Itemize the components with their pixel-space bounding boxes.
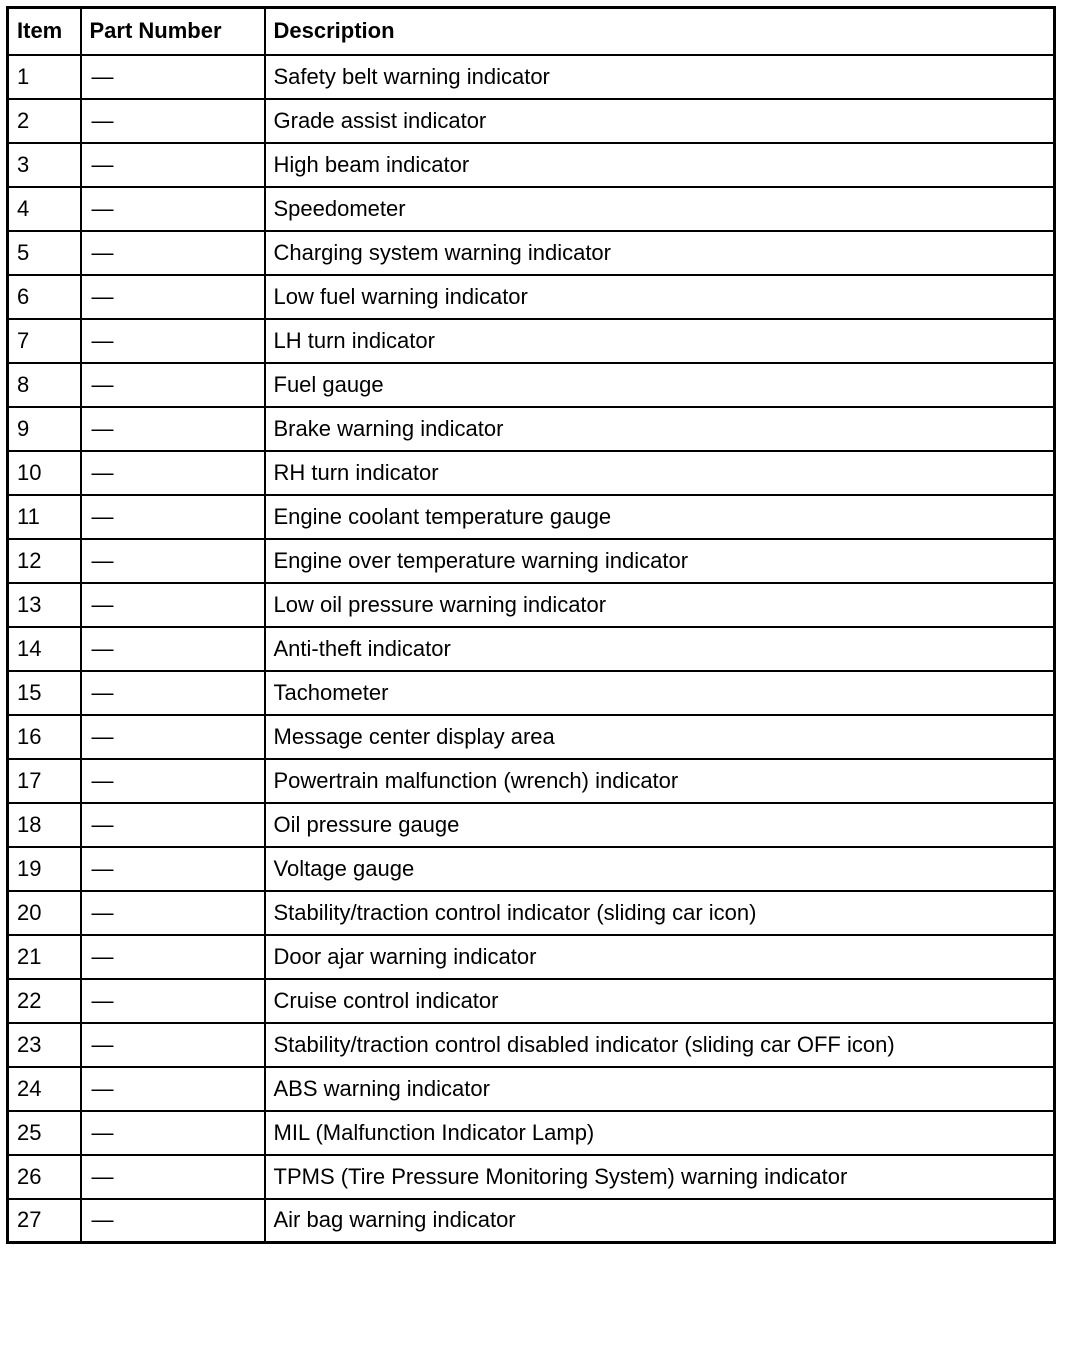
cell-description: Door ajar warning indicator xyxy=(265,935,1055,979)
cell-description: RH turn indicator xyxy=(265,451,1055,495)
cell-item: 12 xyxy=(8,539,81,583)
table-row xyxy=(8,979,1055,1023)
table-row xyxy=(8,847,1055,891)
cell-item: 7 xyxy=(8,319,81,363)
cell-part-number: — xyxy=(81,231,265,275)
cell-item: 19 xyxy=(8,847,81,891)
cell-part-number: — xyxy=(81,759,265,803)
cell-item: 4 xyxy=(8,187,81,231)
cell-description: Engine coolant temperature gauge xyxy=(265,495,1055,539)
cell-item: 23 xyxy=(8,1023,81,1067)
table-row xyxy=(8,319,1055,363)
table-row xyxy=(8,891,1055,935)
cell-part-number: — xyxy=(81,143,265,187)
cell-item: 24 xyxy=(8,1067,81,1111)
table-row xyxy=(8,407,1055,451)
cell-description: Low oil pressure warning indicator xyxy=(265,583,1055,627)
cell-item: 22 xyxy=(8,979,81,1023)
cell-description: High beam indicator xyxy=(265,143,1055,187)
table-row xyxy=(8,715,1055,759)
cell-item: 26 xyxy=(8,1155,81,1199)
cell-item: 15 xyxy=(8,671,81,715)
cell-item: 8 xyxy=(8,363,81,407)
cell-part-number: — xyxy=(81,451,265,495)
cell-part-number: — xyxy=(81,1067,265,1111)
cell-description: Anti-theft indicator xyxy=(265,627,1055,671)
table-row xyxy=(8,539,1055,583)
cell-item: 13 xyxy=(8,583,81,627)
cell-description: Fuel gauge xyxy=(265,363,1055,407)
cell-description: Charging system warning indicator xyxy=(265,231,1055,275)
cell-part-number: — xyxy=(81,847,265,891)
cell-part-number: — xyxy=(81,1023,265,1067)
cell-description: Voltage gauge xyxy=(265,847,1055,891)
table-row xyxy=(8,671,1055,715)
table-row xyxy=(8,1111,1055,1155)
table-row xyxy=(8,143,1055,187)
table-row xyxy=(8,275,1055,319)
cell-description: Engine over temperature warning indicator xyxy=(265,539,1055,583)
table-body xyxy=(8,55,1055,1243)
cell-description: TPMS (Tire Pressure Monitoring System) warning indicator xyxy=(265,1155,1055,1199)
cell-description: Oil pressure gauge xyxy=(265,803,1055,847)
cell-description: ABS warning indicator xyxy=(265,1067,1055,1111)
cell-item: 25 xyxy=(8,1111,81,1155)
cell-part-number: — xyxy=(81,1199,265,1243)
cell-item: 2 xyxy=(8,99,81,143)
cell-part-number: — xyxy=(81,1111,265,1155)
table-row xyxy=(8,583,1055,627)
header-row xyxy=(8,8,1055,55)
header-part-number: Part Number xyxy=(81,8,265,55)
cell-description: LH turn indicator xyxy=(265,319,1055,363)
cell-part-number: — xyxy=(81,539,265,583)
cell-item: 16 xyxy=(8,715,81,759)
table-row xyxy=(8,935,1055,979)
cell-item: 1 xyxy=(8,55,81,99)
table-row xyxy=(8,187,1055,231)
table-row xyxy=(8,759,1055,803)
cell-part-number: — xyxy=(81,495,265,539)
cell-description: Brake warning indicator xyxy=(265,407,1055,451)
table-row xyxy=(8,803,1055,847)
cell-item: 21 xyxy=(8,935,81,979)
cell-part-number: — xyxy=(81,803,265,847)
cell-description: Safety belt warning indicator xyxy=(265,55,1055,99)
cell-item: 14 xyxy=(8,627,81,671)
table-row xyxy=(8,363,1055,407)
cell-item: 9 xyxy=(8,407,81,451)
cell-part-number: — xyxy=(81,407,265,451)
table-row xyxy=(8,1155,1055,1199)
cell-description: Speedometer xyxy=(265,187,1055,231)
cell-item: 5 xyxy=(8,231,81,275)
cell-description: MIL (Malfunction Indicator Lamp) xyxy=(265,1111,1055,1155)
header-item: Item xyxy=(8,8,81,55)
table-row xyxy=(8,495,1055,539)
cell-item: 18 xyxy=(8,803,81,847)
cell-item: 11 xyxy=(8,495,81,539)
table-row xyxy=(8,1199,1055,1243)
table-row xyxy=(8,99,1055,143)
cell-description: Cruise control indicator xyxy=(265,979,1055,1023)
cell-part-number: — xyxy=(81,99,265,143)
cell-description: Message center display area xyxy=(265,715,1055,759)
cell-description: Stability/traction control indicator (sliding car icon) xyxy=(265,891,1055,935)
cell-description: Stability/traction control disabled indicator (sliding car OFF icon) xyxy=(265,1023,1055,1067)
cell-part-number: — xyxy=(81,935,265,979)
cell-description: Tachometer xyxy=(265,671,1055,715)
cell-part-number: — xyxy=(81,979,265,1023)
cell-description: Low fuel warning indicator xyxy=(265,275,1055,319)
cell-part-number: — xyxy=(81,187,265,231)
cell-part-number: — xyxy=(81,1155,265,1199)
cell-item: 17 xyxy=(8,759,81,803)
table-row xyxy=(8,1023,1055,1067)
cell-part-number: — xyxy=(81,583,265,627)
cell-item: 3 xyxy=(8,143,81,187)
table-row xyxy=(8,231,1055,275)
cell-part-number: — xyxy=(81,319,265,363)
cell-description: Air bag warning indicator xyxy=(265,1199,1055,1243)
cell-part-number: — xyxy=(81,671,265,715)
cell-part-number: — xyxy=(81,55,265,99)
header-description: Description xyxy=(265,8,1055,55)
cell-part-number: — xyxy=(81,627,265,671)
cell-description: Powertrain malfunction (wrench) indicator xyxy=(265,759,1055,803)
parts-table xyxy=(6,6,1056,1244)
table-row xyxy=(8,627,1055,671)
table-row xyxy=(8,55,1055,99)
cell-part-number: — xyxy=(81,715,265,759)
cell-item: 6 xyxy=(8,275,81,319)
cell-description: Grade assist indicator xyxy=(265,99,1055,143)
cell-part-number: — xyxy=(81,891,265,935)
cell-item: 10 xyxy=(8,451,81,495)
table-row xyxy=(8,1067,1055,1111)
cell-part-number: — xyxy=(81,363,265,407)
cell-item: 20 xyxy=(8,891,81,935)
cell-part-number: — xyxy=(81,275,265,319)
table-row xyxy=(8,451,1055,495)
cell-item: 27 xyxy=(8,1199,81,1243)
